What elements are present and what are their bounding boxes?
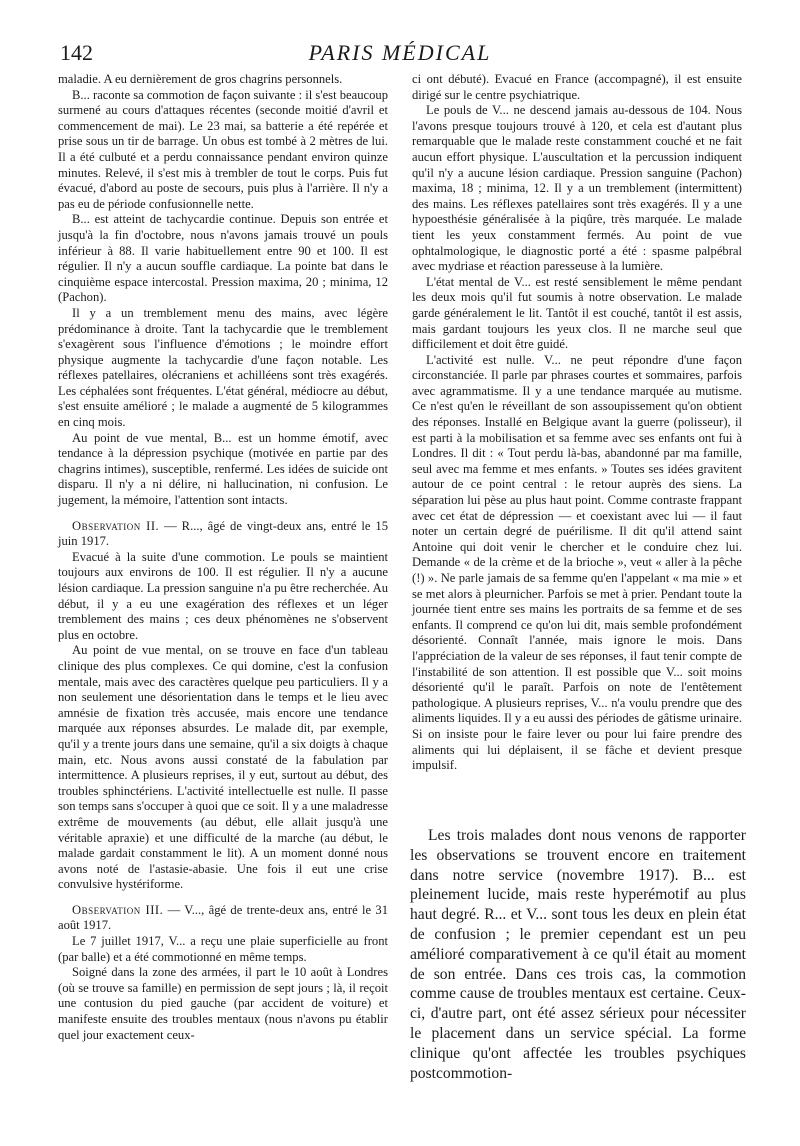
right-column <box>412 72 742 774</box>
paragraph: B... raconte sa commotion de façon suivante : il s'est beaucoup surmené au cours d'attaques récentes (seconde moitié d'avril et commencement de mai). Le 23 mai, sa batterie a été repérée et prise sous un tir de barrage. Un obus est tombé à 2 mètres de lui. Il a été culbuté et a perdu connaissance pendant environ quinze minutes. Relevé, il s'est mis à trembler de tout le corps. Puis fut évacué, d'abord au poste de secours, puis plus à l'arrière. Il n'y a pas eu de période confusionnelle nette. <box>58 87 388 211</box>
observation-heading-2 <box>58 519 388 550</box>
paragraph: Au point de vue mental, on se trouve en face d'un tableau clinique des plus complexes. Ce qui domine, c'est la confusion mentale, mais avec des caractères quelque peu particuliers. Il y a non seulement une désorientation dans le temps et le lieu avec amnésie de fixation très accusée, mais encore une tendance marquée aux réponses absurdes. Le malade dit, par exemple, qu'il y a trente jours dans une semaine, qu'il a six doigts à chaque main, etc. Nous avons aussi constaté de la fabulation par intermittence. A plusieurs reprises, il y eut, surtout au début, des troubles sphinctériens. L'activité intellectuelle est nulle. Il passe son temps sans s'occuper à quoi que ce soit. Il y a une maladresse extrême de mouvements (au début, elle allait jusqu'à une véritable apraxie) et une difficulté de la marche (au début, le malade gardait constamment le lit). A un moment donné nous avons noté de l'astasie-abasie. Une fois il eut une crise convulsive hystériforme. <box>58 643 388 892</box>
observation-intro: — V..., âgé de trente-deux ans, entré le 31 août 1917. <box>58 902 388 933</box>
observation-intro: — R..., âgé de vingt-deux ans, entré le 15 juin 1917. <box>58 518 388 549</box>
paragraph: Le 7 juillet 1917, V... a reçu une plaie superficielle au front (par balle) et a été commotionné en même temps. <box>58 934 388 964</box>
left-column <box>58 72 388 1043</box>
paragraph: Evacué à la suite d'une commotion. Le pouls se maintient toujours aux environs de 100. Il est régulier. Il n'y a aucune lésion cardiaque. La pression sanguine n'a pu être recherchée. Au début, il y a eu une exagération des réflexes et un léger tremblement des mains ; ces deux phénomènes ne s'observent plus en octobre. <box>58 549 388 642</box>
paragraph: ci ont débuté). Evacué en France (accompagné), il est ensuite dirigé sur le centre psychiatrique. <box>412 72 742 102</box>
paragraph: B... est atteint de tachycardie continue. Depuis son entrée et jusqu'à la fin d'octobre, nous n'avons jamais trouvé un pouls inférieur à 88. Il varie habituellement entre 90 et 100. Il est régulier. Il n'y a aucun souffle cardiaque. La pointe bat dans le cinquième espace intercostal. Pression maxima, 20 ; minima, 12 (Pachon). <box>58 212 388 305</box>
conclusion-section <box>410 826 746 1083</box>
observation-label: Observation III. <box>72 902 164 917</box>
conclusion-paragraph: Les trois malades dont nous venons de rapporter les observations se trouvent encore en traitement dans notre service (novembre 1917). B... est pleinement lucide, mais reste hyperémotif au plus haut degré. R... et V... sont tous les deux en plein état de confusion ; le premier cependant est un peu amélioré comparativement à ce qu'il était au moment de son entrée. Dans ces trois cas, la commotion comme cause de troubles mentaux est certaine. Ceux-ci, d'autre part, ont été assez sérieux pour nécessiter le placement dans un service spécial. La forme clinique qu'ont affectée les troubles psychiques postcommotion- <box>410 827 746 1082</box>
page-number: 142 <box>60 40 93 65</box>
paragraph: Le pouls de V... ne descend jamais au-dessous de 104. Nous l'avons presque toujours trouvé à 120, et cela est d'autant plus remarquable que le malade reste constamment couché et ne fait aucun effort physique. L'auscultation et la percussion indiquent qu'il n'y a aucune lésion cardiaque. Pression sanguine (Pachon) maxima, 18 ; minima, 12. Il y a un tremblement (intermittent) des mains. Les réflexes patellaires sont très exagérés. Il y a une hypoesthésie généralisée à la piqûre, très marquée. Le malade tient les yeux constamment fermés. Au point de vue ophtalmologique, le diagnostic porté a été : spasme palpébral avec mydriase et réaction paresseuse à la lumière. <box>412 103 742 274</box>
paragraph: L'activité est nulle. V... ne peut répondre d'une façon circonstanciée. Il parle par phrases courtes et sommaires, parfois avec agrammatisme. Il y a une tendance marquée au mutisme. Ce n'est qu'en le réveillant de son assoupissement qu'on obtient des réponses. Installé en Belgique avant la guerre (polisseur), il est parti à la mobilisation et sa femme avec ses enfants ont fui à Londres. Il dit : « Tout perdu là-bas, abandonné par ma famille, seul avec ma femme et mes enfants. » Toutes ses idées gravitent autour de ce point central : le retour auprès des siens. La séparation lui pèse au plus haut point. Comme contraste frappant avec cet état de dépression — et coexistant avec lui — il faut noter un certain degré de puérilisme. Il dit qu'il attend saint Antoine qui doit venir le chercher et le conduire chez lui. Demande « de la crème et de la brioche », veut « aller à la pêche (!) ». Ne parle jamais de sa femme qu'en l'appelant « ma mie » et se met alors à pleurnicher. Parfois se met à prier. Pendant toute la journée tient entre ses mains les portraits de sa femme et de ses enfants. Il comprend ce qu'on lui dit, mais semble profondément désorienté. Connaît l'année, mais ignore le mois. Dans l'appréciation de la valeur de ses réponses, il faut tenir compte de l'instabilité de son attention. Il est possible que V... soit moins désorienté qu'il le paraît. Parfois on note de l'entêtement pathologique. A plusieurs reprises, V... n'a voulu prendre que des aliments liquides. Il y a eu aussi des périodes de gâtisme urinaire. Si on insiste pour le faire lever ou pour lui faire prendre des aliments qui lui déplaisent, il se fâche et devient presque impulsif. <box>412 352 742 773</box>
paragraph: Au point de vue mental, B... est un homme émotif, avec tendance à la dépression psychique (motivée en partie par des chagrins intimes), susceptible, renfermé. Les idées de suicide ont disparu. Il n'y a ni délire, ni hallucination, ni confusion. Le jugement, la mémoire, l'attention sont intacts. <box>58 430 388 508</box>
paragraph: Il y a un tremblement menu des mains, avec légère prédominance à droite. Tant la tachycardie que le tremblement s'exagèrent sous l'influence d'émotions ; le moindre effort physique augmente la tachycardie d'une façon notable. Les réflexes patellaires, olécraniens et achilléens sont très exagérés. Les céphalées sont fréquentes. L'état général, médiocre au début, s'est ensuite amélioré ; le malade a augmenté de 5 kilogrammes en cinq mois. <box>58 305 388 430</box>
paragraph: L'état mental de V... est resté sensiblement le même pendant les deux mois qu'il fut soumis à notre observation. Le malade garde généralement le lit. Tantôt il est couché, tantôt il est assis, mais gardant toujours les yeux clos. Il ne marche seul que difficilement et doit être guidé. <box>412 274 742 352</box>
observation-label: Observation II. <box>72 518 160 533</box>
observation-heading-3 <box>58 903 388 934</box>
running-title: PARIS MÉDICAL <box>308 40 492 65</box>
paragraph: maladie. A eu dernièrement de gros chagrins personnels. <box>58 72 343 86</box>
paragraph: Soigné dans la zone des armées, il part le 10 août à Londres (où se trouve sa famille) en permission de sept jours ; là, il reçoit une contusion du pied gauche (par accident de voiture) et manifeste ensuite des troubles mentaux (nous n'avons pu établir quel jour exactement ceux- <box>58 965 388 1042</box>
page-header <box>60 40 740 68</box>
